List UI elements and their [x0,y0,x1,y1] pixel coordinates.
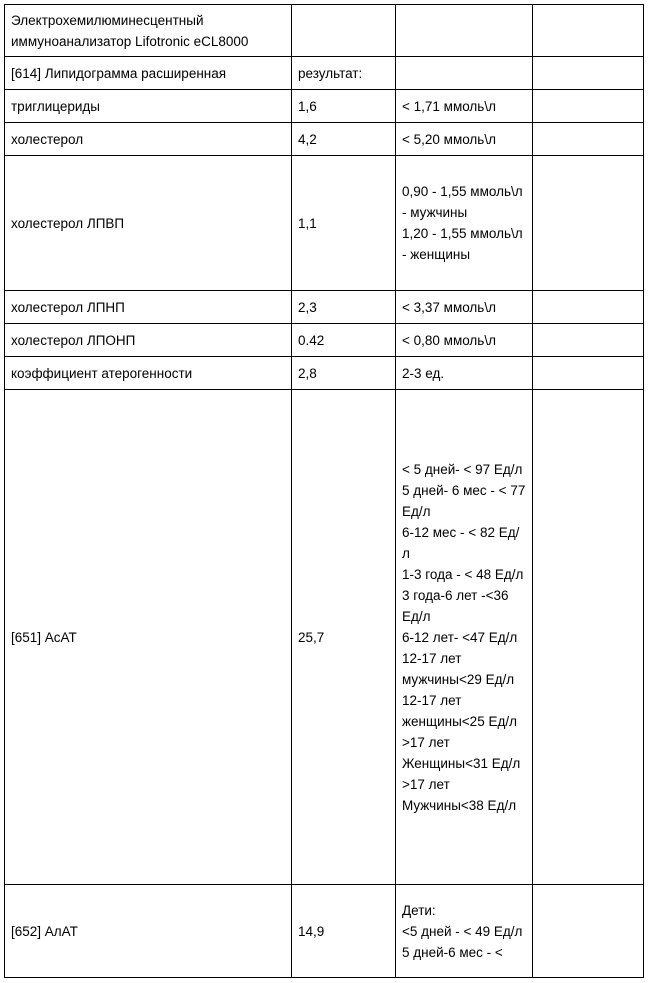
ref-line: 5 дней-6 мес - < [402,944,503,960]
test-name: холестерол ЛПВП [5,156,292,291]
test-name: триглицериды [5,90,292,123]
test-name: холестерол ЛПНП [5,291,292,324]
empty-cell [396,5,533,57]
table-row [5,390,644,885]
test-name: [652] АлАТ [5,885,292,978]
empty-cell [533,885,644,978]
test-name: холестерол ЛПОНП [5,324,292,357]
analyzer-title: Электрохемилюминесцентный иммуноанализатор Lifotronic eCL8000 [5,5,292,57]
test-value: 14,9 [292,885,396,978]
ref-line: 1,20 - 1,55 ммоль\л - женщины [402,226,523,262]
table-row [5,324,644,357]
test-name: холестерол [5,123,292,156]
ref-line: 2-3 ед. [402,365,445,381]
empty-cell [533,357,644,390]
reference-range [396,291,533,324]
ref-line: 12-17 лет мужчины<29 Ед/л [402,650,515,687]
lab-results-table [4,4,644,978]
reference-range [396,324,533,357]
ref-line: 6-12 мес - < 82 Ед/л [402,524,520,561]
reference-range [396,357,533,390]
reference-range [396,156,533,291]
ref-line: < 5 дней- < 97 Ед/л [402,461,523,477]
empty-cell [533,156,644,291]
empty-cell [533,123,644,156]
test-value: 4,2 [292,123,396,156]
empty-cell [533,291,644,324]
analyzer-row [5,5,644,57]
ref-line: 0,90 - 1,55 ммоль\л - мужчины [402,184,523,220]
test-value: 1,6 [292,90,396,123]
ref-line: < 5,20 ммоль\л [402,131,496,147]
ref-line: 5 дней- 6 мес - < 77 Ед/л [402,482,526,519]
empty-cell [533,5,644,57]
ref-line: >17 лет Мужчины<38 Ед/л [402,776,517,813]
ref-line: 12-17 лет женщины<25 Ед/л [402,692,517,729]
table-row [5,357,644,390]
empty-cell [533,390,644,885]
test-value: 0.42 [292,324,396,357]
test-value: 2,3 [292,291,396,324]
test-value: 1,1 [292,156,396,291]
ref-line: <5 дней - < 49 Ед/л [402,923,523,939]
test-name: [651] АсАТ [5,390,292,885]
table-row [5,156,644,291]
reference-range [396,390,533,885]
test-name: коэффициент атерогенности [5,357,292,390]
empty-cell [533,324,644,357]
empty-cell [396,57,533,90]
ref-line: < 3,37 ммоль\л [402,299,496,315]
ref-line: 3 года-6 лет -<36 Ед/л [402,587,509,624]
ref-line: 6-12 лет- <47 Ед/л [402,629,518,645]
ref-line: Дети: [402,902,436,918]
table-row [5,123,644,156]
reference-range [396,90,533,123]
ref-line: < 1,71 ммоль\л [402,98,496,114]
result-header: результат: [292,57,396,90]
table-row [5,90,644,123]
ref-line: >17 лет Женщины<31 Ед/л [402,734,521,771]
ref-line: < 0,80 ммоль\л [402,332,496,348]
test-value: 25,7 [292,390,396,885]
section-name: [614] Липидограмма расширенная [5,57,292,90]
table-row [5,291,644,324]
empty-cell [533,90,644,123]
reference-range [396,885,533,978]
reference-range [396,123,533,156]
table-row [5,885,644,978]
empty-cell [292,5,396,57]
empty-cell [533,57,644,90]
ref-line: 1-3 года - < 48 Ед/л [402,566,524,582]
test-value: 2,8 [292,357,396,390]
section-row [5,57,644,90]
